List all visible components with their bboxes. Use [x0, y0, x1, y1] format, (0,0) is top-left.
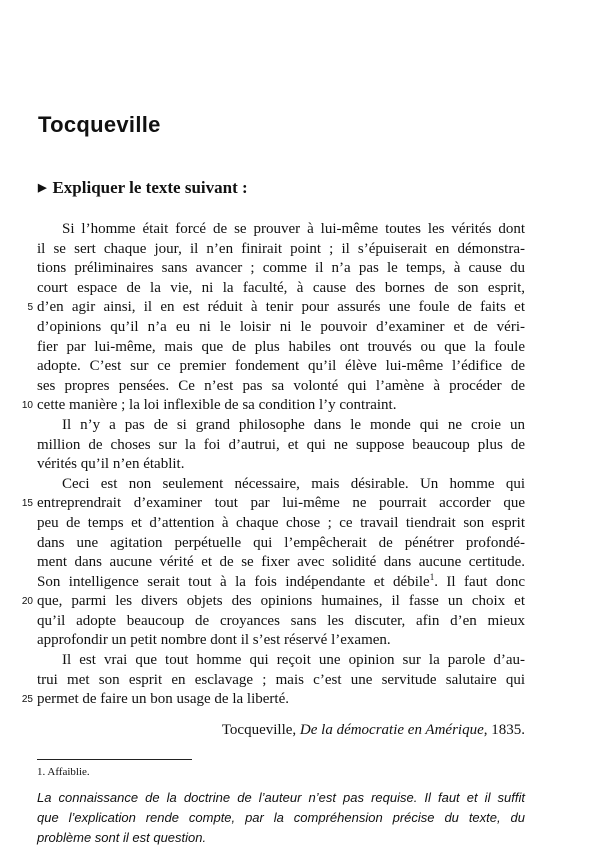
- source-work-title: De la démocratie en Amérique: [299, 722, 484, 738]
- text-segment: vérités qu’il n’en établit.: [37, 456, 185, 473]
- text-line: [37, 455, 525, 475]
- source-author: Tocqueville,: [221, 722, 300, 738]
- text-line-content: [37, 592, 525, 612]
- footnote-divider: [37, 759, 192, 760]
- text-line-content: [37, 494, 525, 514]
- line-number: 10: [21, 400, 33, 412]
- text-segment: dans une agitation perpétuelle qui l’empêcherait de pénétrer profondé-: [37, 534, 525, 551]
- text-line: [37, 514, 525, 534]
- text-segment: tions préliminaires sans avancer ; comme il n’a pas le temps, à cause du: [37, 260, 525, 277]
- text-line-content: [37, 690, 525, 710]
- text-segment: Il n’y a pas de si grand philosophe dans le monde qui ne croie un: [62, 416, 525, 433]
- text-line-content: [37, 298, 525, 318]
- text-line: [21, 690, 525, 710]
- line-number: 25: [21, 694, 33, 706]
- text-segment: Son intelligence serait tout à la fois indépendante et débile: [37, 573, 430, 590]
- text-segment: ment dans aucune vérité et de se fixer avec solidité dans aucune certitude.: [37, 554, 525, 571]
- text-segment: Il est vrai que tout homme qui reçoit une opinion sur la parole d’au-: [62, 652, 525, 669]
- text-segment: permet de faire un bon usage de la liberté.: [37, 691, 289, 708]
- text-line: [37, 631, 525, 651]
- text-line-content: [37, 671, 525, 691]
- text-line: [37, 279, 525, 299]
- footnote: 1. Affaiblie.: [37, 766, 90, 778]
- text-line-content: [37, 357, 525, 377]
- text-segment: entreprendrait d’examiner tout par lui-même ne pourrait accorder que: [37, 495, 525, 512]
- triangle-bullet-icon: ▶: [38, 181, 47, 194]
- text-segment: ses propres pensées. Ce n’est pas sa volonté qui l’amène à procéder de: [37, 377, 525, 394]
- text-line-content: [37, 631, 525, 651]
- line-number: 5: [27, 302, 33, 314]
- page-title: Tocqueville: [38, 112, 161, 137]
- text-segment: adopte. C’est sur ce premier fondement qu’il élève lui-même l’édifice de: [37, 358, 525, 375]
- source-citation: [222, 722, 525, 739]
- text-segment: d’en agir ainsi, il en est réduit à tenir pour assurés une foule de faits et: [37, 299, 525, 316]
- text-segment: Ceci est non seulement nécessaire, mais désirable. Un homme qui: [62, 475, 525, 492]
- text-line: [37, 240, 525, 260]
- line-number: 15: [21, 498, 33, 510]
- text-line: [27, 298, 525, 318]
- instruction-line: La connaissance de la doctrine de l’auteur n’est pas requise. Il faut et il suffit: [37, 790, 525, 805]
- text-line-content: [37, 220, 525, 240]
- text-line-content: [37, 259, 525, 279]
- text-line: [37, 671, 525, 691]
- text-line-content: [37, 416, 525, 436]
- text-segment: Si l’homme était forcé de se prouver à lui-même toutes les vérités dont: [62, 221, 525, 237]
- text-segment: cette manière ; la loi inflexible de sa condition l’y contraint.: [37, 397, 397, 414]
- footnote-marker: 1: [429, 571, 435, 582]
- text-segment: que, parmi les divers objets des opinions humaines, il fasse un choix et: [37, 593, 525, 610]
- instruction-line: que l’explication rende compte, par la compréhension précise du texte, du: [37, 810, 525, 825]
- text-line: [37, 534, 525, 554]
- text-segment: qu’il adopte beaucoup de croyances sans les discuter, afin d’en mieux: [37, 612, 525, 629]
- text-line-content: [37, 436, 525, 456]
- text-line-content: [37, 475, 525, 495]
- text-segment: trui met son esprit en esclavage ; mais c’est une servitude salutaire qui: [37, 671, 525, 688]
- text-line: [37, 416, 525, 436]
- text-line-content: [37, 338, 525, 358]
- text-line: [37, 259, 525, 279]
- text-line: [37, 573, 525, 593]
- text-line: [37, 612, 525, 632]
- text-segment: il se sert chaque jour, il n’en finirait point ; il s’épuiserait en démonstra-: [37, 240, 525, 257]
- text-line: [37, 436, 525, 456]
- text-segment: approfondir un petit nombre dont il s’est réservé l’examen.: [37, 632, 391, 649]
- text-segment: d’opinions qu’il n’a eu ni le loisir ni le pouvoir d’examiner et de véri-: [37, 318, 525, 335]
- text-segment: court espace de la vie, ni la faculté, à cause des bornes de son esprit,: [37, 279, 525, 296]
- text-line: [37, 475, 525, 495]
- text-line-content: [37, 455, 525, 475]
- text-line-content: [37, 240, 525, 260]
- text-segment: peu de temps et d’attention à chaque chose ; ce travail tiendrait son esprit: [37, 514, 525, 531]
- section-heading-label: Expliquer le texte suivant :: [52, 178, 248, 197]
- text-line: [37, 357, 525, 377]
- text-segment: fier par lui-même, mais que de plus habiles ont trouvés ou que la foule: [37, 338, 525, 355]
- text-segment: million de choses sur la foi d’autrui, et qui ne suppose beaucoup plus de: [37, 436, 525, 453]
- text-line: [21, 592, 525, 612]
- text-line: [37, 651, 525, 671]
- text-line: [21, 494, 525, 514]
- line-number: 20: [21, 596, 33, 608]
- text-line: [21, 396, 525, 416]
- excerpt-text: [21, 220, 525, 710]
- text-line-content: [37, 553, 525, 573]
- text-line-content: [37, 612, 525, 632]
- text-line-content: [37, 396, 525, 416]
- instruction-line: problème sont il est question.: [37, 830, 207, 845]
- instruction-note: [37, 788, 525, 848]
- text-line-content: [37, 318, 525, 338]
- text-segment: . Il faut donc: [434, 573, 525, 590]
- source-year: , 1835.: [483, 722, 525, 738]
- text-line: [37, 220, 525, 240]
- text-line-content: [37, 377, 525, 397]
- text-line: [37, 553, 525, 573]
- text-line-content: [37, 573, 525, 593]
- text-line-content: [37, 514, 525, 534]
- text-line-content: [37, 534, 525, 554]
- text-line: [37, 338, 525, 358]
- text-line-content: [37, 279, 525, 299]
- text-line: [37, 318, 525, 338]
- text-line: [37, 377, 525, 397]
- text-line-content: [37, 651, 525, 671]
- section-heading: [38, 178, 248, 198]
